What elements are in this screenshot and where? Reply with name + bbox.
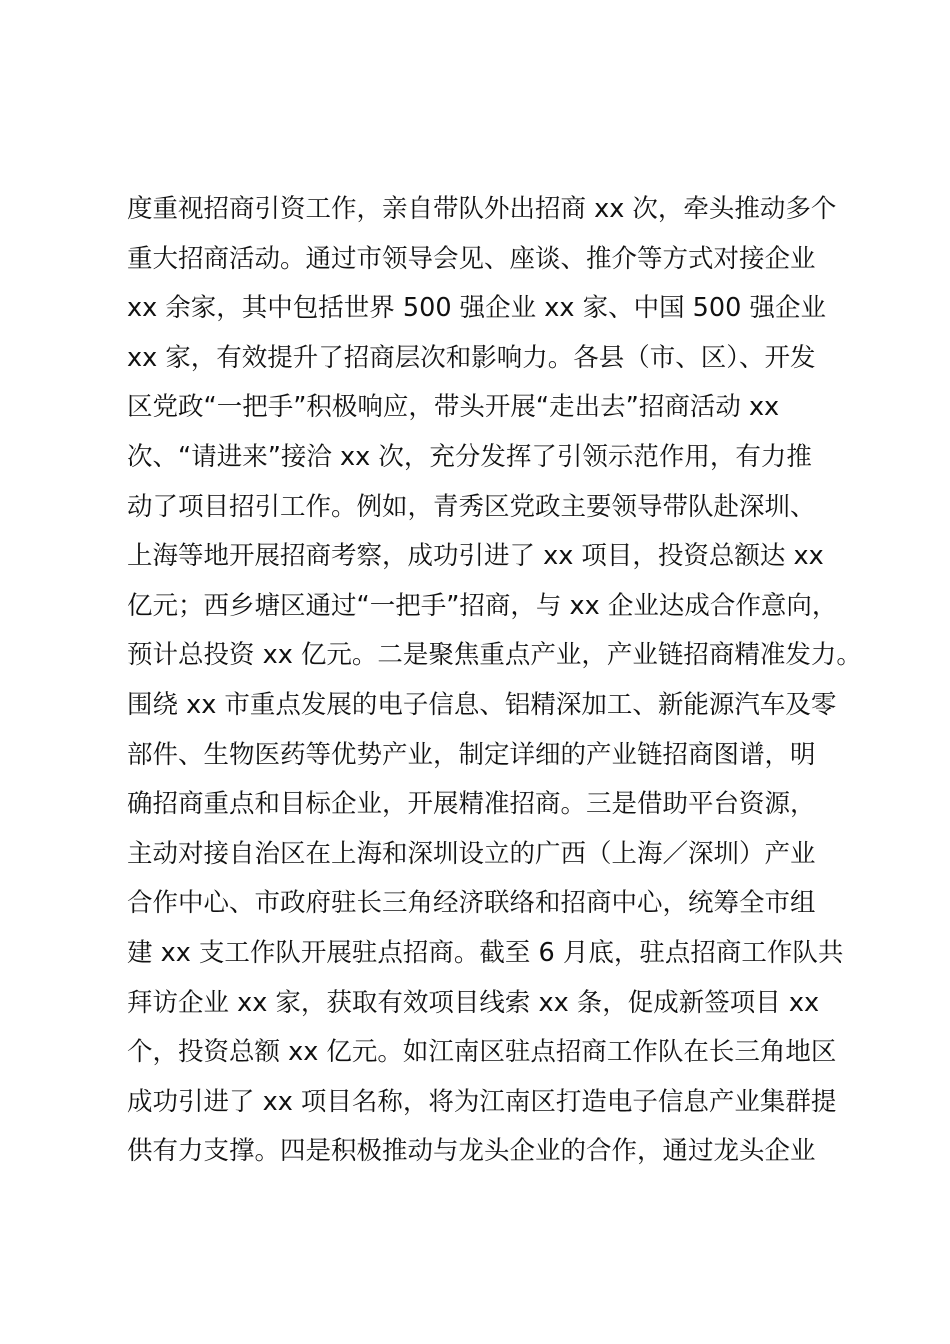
text-line: 度重视招商引资工作，亲自带队外出招商 xx 次，牵头推动多个 [127,194,837,224]
text-line: 亿元；西乡塘区通过“一把手”招商，与 xx 企业达成合作意向， [127,590,838,621]
text-line: xx 余家，其中包括世界 500 强企业 xx 家、中国 500 强企业 [127,293,826,324]
text-line: 预计总投资 xx 亿元。二是聚焦重点产业，产业链招商精准发力。 [127,640,862,671]
text-line: 动了项目招引工作。例如，青秀区党政主要领导带队赴深圳、 [127,491,816,522]
text-line: 重大招商活动。通过市领导会见、座谈、推介等方式对接企业 [127,243,816,274]
text-line: 个，投资总额 xx 亿元。如江南区驻点招商工作队在长三角地区 [127,1037,837,1068]
text-line: 区党政“一把手”积极响应，带头开展“走出去”招商活动 xx [127,392,780,423]
text-line: 围绕 xx 市重点发展的电子信息、铝精深加工、新能源汽车及零 [127,689,837,720]
text-line: 建 xx 支工作队开展驻点招商。截至 6 月底，驻点招商工作队共 [127,937,844,968]
text-line: 次、“请进来”接洽 xx 次，充分发挥了引领示范作用，有力推 [127,441,812,472]
body-paragraph [127,185,862,1177]
text-line: 上海等地开展招商考察，成功引进了 xx 项目，投资总额达 xx [127,541,824,572]
text-line: 确招商重点和目标企业，开展精准招商。三是借助平台资源， [127,789,816,820]
text-line: xx 家，有效提升了招商层次和影响力。各县（市、区）、开发 [127,342,816,373]
text-line: 供有力支撑。四是积极推动与龙头企业的合作，通过龙头企业 [127,1136,816,1167]
text-line: 合作中心、市政府驻长三角经济联络和招商中心，统筹全市组 [127,888,816,919]
text-line: 成功引进了 xx 项目名称，将为江南区打造电子信息产业集群提 [127,1086,837,1117]
text-line: 部件、生物医药等优势产业，制定详细的产业链招商图谱，明 [127,739,816,770]
text-line: 拜访企业 xx 家，获取有效项目线索 xx 条，促成新签项目 xx [127,987,820,1018]
text-line: 主动对接自治区在上海和深圳设立的广西（上海／深圳）产业 [127,838,816,869]
